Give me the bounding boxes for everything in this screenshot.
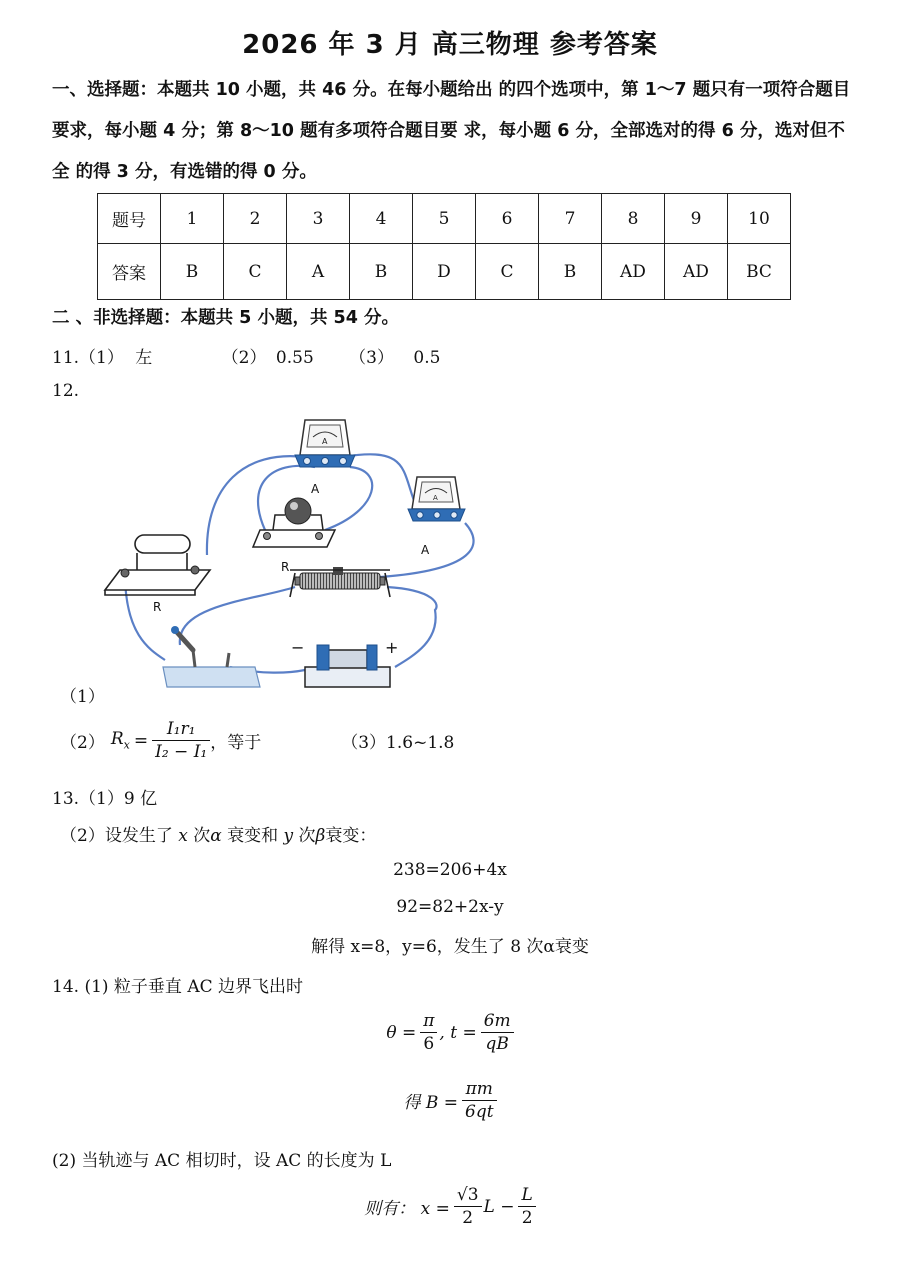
- ammeter-2-label: A: [421, 543, 430, 557]
- table-cell: B: [350, 244, 413, 300]
- q12-label: 12.: [52, 381, 80, 401]
- q11-part3: （3）: [349, 348, 394, 368]
- q12-part1: （1）: [60, 687, 105, 707]
- q12-part3: （3）1.6~1.8: [341, 733, 455, 753]
- ammeter-face-label: A: [433, 494, 438, 502]
- table-cell: C: [224, 244, 287, 300]
- q11-answer1: 左: [135, 348, 153, 368]
- formula-fraction: [152, 718, 210, 763]
- table-row-numbers: [98, 194, 791, 244]
- formula-lhs: $R_x$: [110, 729, 130, 752]
- table-cell: AD: [602, 244, 665, 300]
- q11-label: 11.（1）: [52, 348, 124, 368]
- table-cell: C: [476, 244, 539, 300]
- slide-rheostat: [290, 567, 390, 597]
- formula-eq: =: [133, 730, 149, 751]
- q13-equation-1: 238=206+4x: [393, 860, 507, 880]
- table-cell: D: [413, 244, 476, 300]
- table-cell: 3: [287, 194, 350, 244]
- table-cell: 7: [539, 194, 602, 244]
- formula-numerator: I₁r₁: [152, 718, 210, 741]
- q11-line: [52, 343, 440, 368]
- q14-equation-1: θ = $\frac{\pi}{6}$ , t = $\frac{6m}{qB}$: [0, 1010, 900, 1055]
- q14-part2: (2) 当轨迹与 AC 相切时，设 AC 的长度为 L: [52, 1151, 392, 1171]
- wire: [325, 467, 372, 530]
- q14-part1: 14. (1) 粒子垂直 AC 边界飞出时: [52, 977, 304, 997]
- ammeter-1-label: A: [311, 482, 320, 496]
- board-resistor: [105, 535, 210, 595]
- table-cell: 2: [224, 194, 287, 244]
- circuit-diagram: [95, 405, 495, 700]
- table-cell: 9: [665, 194, 728, 244]
- table-cell: AD: [665, 244, 728, 300]
- wire: [343, 454, 420, 515]
- formula-tail: ，等于: [210, 733, 262, 753]
- ammeter-1: [295, 420, 355, 467]
- page-title: 2026 年 3 月 高三物理 参考答案: [242, 30, 658, 60]
- wire: [180, 587, 295, 645]
- q13-part1: 13.（1）9 亿: [52, 789, 158, 809]
- battery-minus: −: [291, 638, 305, 657]
- q13-part2: （2）设发生了 x 次α 衰变和 y 次β衰变：: [60, 826, 377, 846]
- q14-equation-3: 则有： x = $\frac{√3}{2}$ L − $\frac{L}{2}$: [0, 1184, 900, 1229]
- table-cell: 6: [476, 194, 539, 244]
- q12-part2: （2）: [60, 733, 105, 753]
- table-cell: 8: [602, 194, 665, 244]
- table-cell: BC: [728, 244, 791, 300]
- q11-answer2: 0.55: [275, 348, 314, 368]
- section1-intro: 一、选择题：本题共 10 小题，共 46 分。在每小题给出 的四个选项中，第 1～7 题只有一项符合题目要求，每小题 4 分；第 8～10 题有多项符合题目要 求，每小题 6 分，全部选对的得 6 分，选对但不全 的得 3 分，有选错的得 0 分。: [52, 80, 851, 182]
- table-cell: 5: [413, 194, 476, 244]
- battery-plus: +: [385, 638, 399, 657]
- formula-denominator: I₂ − I₁: [155, 742, 208, 762]
- answer-table: [97, 193, 791, 300]
- table-cell: B: [161, 244, 224, 300]
- switch: [163, 626, 260, 687]
- q11-part2: （2）: [221, 348, 267, 368]
- sphere-resistor: [253, 498, 335, 547]
- table-cell: A: [287, 244, 350, 300]
- q13-equation-2: 92=82+2x-y: [396, 897, 504, 917]
- ammeter-face-label: A: [322, 437, 328, 446]
- battery: [305, 645, 390, 687]
- table-cell: 4: [350, 194, 413, 244]
- q13-result: 解得 x=8，y=6，发生了 8 次α衰变: [311, 937, 589, 957]
- ammeter-2: [408, 477, 465, 521]
- q11-answer3: 0.5: [413, 348, 441, 368]
- table-cell: B: [539, 244, 602, 300]
- table-row-answers: [98, 244, 791, 300]
- table-cell: 1: [161, 194, 224, 244]
- table-header-cell: 答案: [98, 244, 161, 300]
- q12-part2-line: [60, 718, 454, 763]
- section2-heading: 二 、非选择题：本题共 5 小题，共 54 分。: [52, 308, 399, 328]
- q14-equation-2: 得 B = $\frac{\pi m}{6qt}$: [0, 1078, 900, 1123]
- resistor-label: R: [153, 600, 162, 614]
- rheostat-label: R: [281, 560, 290, 574]
- table-header-cell: 题号: [98, 194, 161, 244]
- table-cell: 10: [728, 194, 791, 244]
